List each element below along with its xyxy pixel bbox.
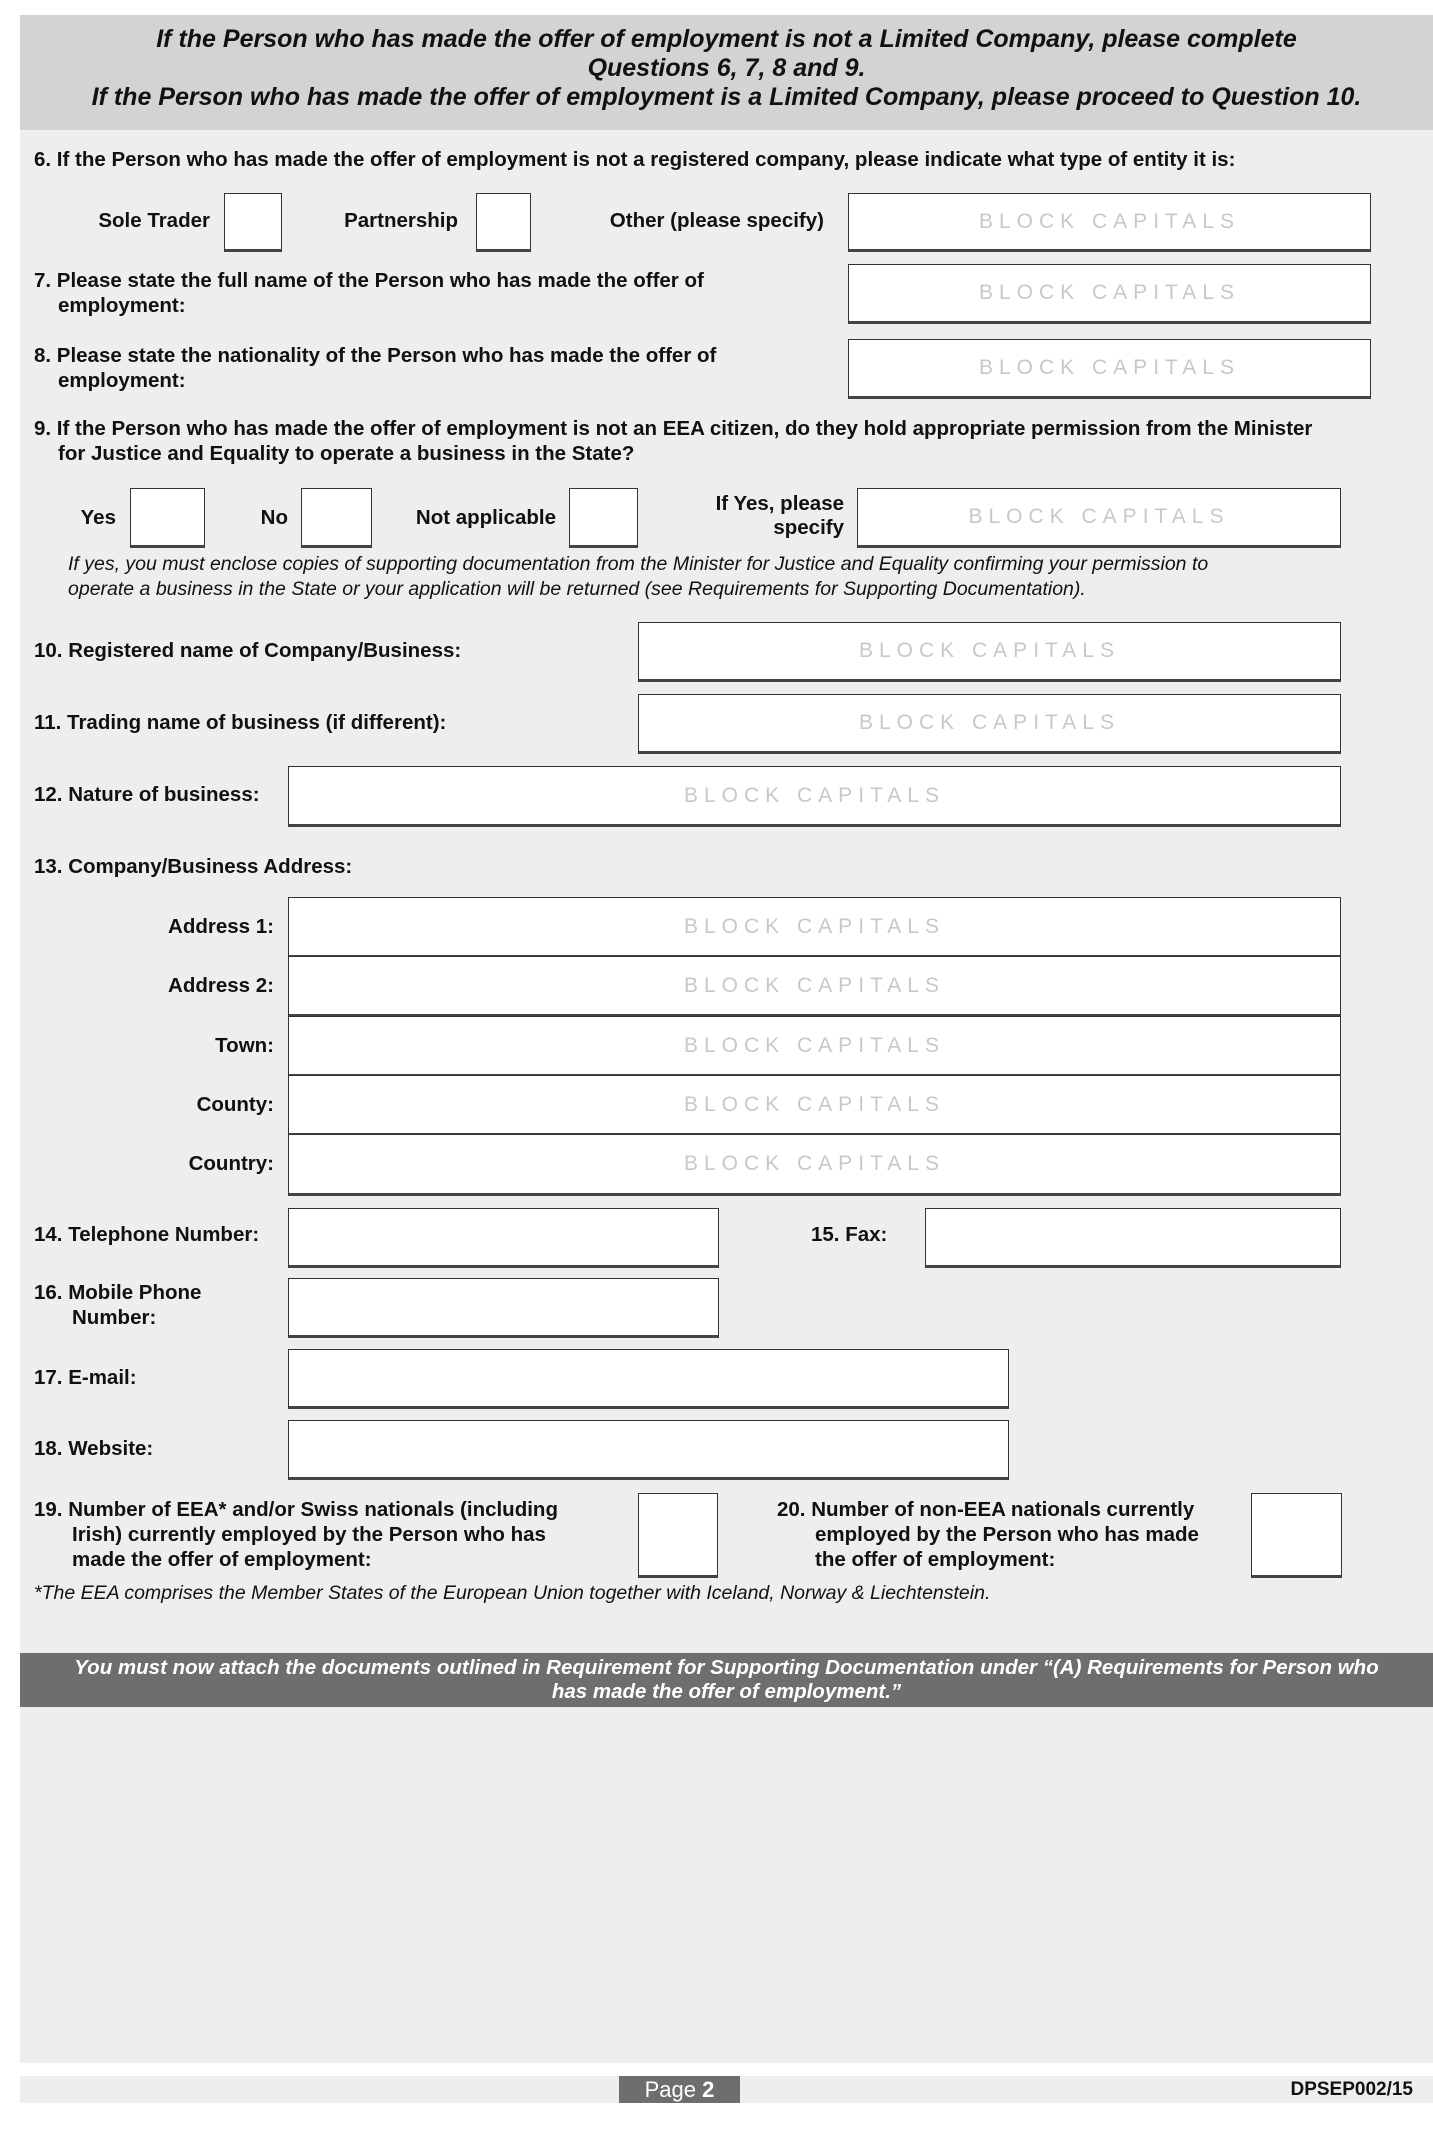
address-1-placeholder: BLOCK CAPITALS [683, 914, 945, 938]
instruction-line-3: If the Person who has made the offer of employment is a Limited Company, please proceed to Question 10. [91, 83, 1362, 111]
question-18-label: 18. Website: [34, 1437, 154, 1460]
question-8-text [34, 343, 716, 393]
instruction-line-1: If the Person who has made the offer of employment is not a Limited Company, please complete [156, 25, 1297, 53]
question-19-line-2: Irish) currently employed by the Person who has [72, 1523, 546, 1546]
if-yes-specify-line-1: If Yes, please [715, 492, 844, 515]
question-6-text: 6. If the Person who has made the offer of employment is not a registered company, please indicate what type of entity it is: [34, 148, 1236, 171]
town-placeholder: BLOCK CAPITALS [683, 1033, 945, 1057]
partnership-label: Partnership [344, 209, 458, 232]
page-label: Page [644, 2077, 696, 2102]
town-label: Town: [215, 1034, 274, 1057]
yes-label: Yes [80, 506, 116, 529]
nature-of-business-placeholder: BLOCK CAPITALS [683, 783, 945, 807]
banner-line-2: has made the offer of employment.” [551, 1680, 902, 1703]
permission-specify-input[interactable] [857, 488, 1341, 548]
if-yes-specify-label [670, 492, 844, 540]
question-10-label: 10. Registered name of Company/Business: [34, 639, 462, 662]
other-entity-placeholder: BLOCK CAPITALS [978, 209, 1240, 233]
question-9-text [34, 416, 1312, 466]
question-12-label: 12. Nature of business: [34, 783, 260, 806]
registered-name-input[interactable] [638, 622, 1341, 682]
question-9-line-2: for Justice and Equality to operate a business in the State? [58, 442, 635, 465]
telephone-input[interactable] [288, 1208, 719, 1268]
question-17-label: 17. E-mail: [34, 1366, 137, 1389]
nationality-placeholder: BLOCK CAPITALS [978, 356, 1240, 379]
town-input[interactable] [288, 1016, 1341, 1077]
eea-footnote: *The EEA comprises the Member States of the European Union together with Iceland, Norway & Liechtenstein. [34, 1582, 991, 1604]
question-13-label: 13. Company/Business Address: [34, 855, 353, 878]
banner-line-1: You must now attach the documents outlined in Requirement for Supporting Documentation under “(A) Requirements for Person who [74, 1656, 1379, 1679]
question-9-line-1: 9. If the Person who has made the offer of employment is not an EEA citizen, do they hold appropriate permission from the Minister [34, 417, 1313, 440]
website-input[interactable] [288, 1420, 1009, 1480]
permission-specify-placeholder: BLOCK CAPITALS [968, 505, 1230, 528]
instruction-line-2: Questions 6, 7, 8 and 9. [587, 54, 866, 82]
nationality-input[interactable] [848, 339, 1371, 399]
question-19-line-1: 19. Number of EEA* and/or Swiss nationals (including [34, 1498, 558, 1521]
sole-trader-label: Sole Trader [98, 209, 210, 232]
nature-of-business-input[interactable] [288, 766, 1341, 827]
permission-note-line-2: operate a business in the State or your application will be returned (see Requirements for Supporting Documentation). [68, 578, 1086, 600]
question-19-line-3: made the offer of employment: [72, 1548, 372, 1571]
instruction-header [20, 15, 1433, 130]
county-label: County: [196, 1093, 274, 1116]
not-applicable-checkbox[interactable] [569, 488, 638, 548]
sole-trader-checkbox[interactable] [224, 193, 282, 252]
trading-name-placeholder: BLOCK CAPITALS [858, 711, 1120, 734]
country-input[interactable] [288, 1134, 1341, 1196]
question-7-line-1: 7. Please state the full name of the Person who has made the offer of [34, 269, 704, 292]
question-7-line-2: employment: [58, 294, 186, 317]
question-16-label [34, 1280, 201, 1330]
email-input[interactable] [288, 1349, 1009, 1409]
other-entity-input[interactable] [848, 193, 1371, 252]
fax-input[interactable] [925, 1208, 1341, 1268]
other-label: Other (please specify) [609, 209, 824, 232]
full-name-placeholder: BLOCK CAPITALS [978, 281, 1240, 304]
address-2-input[interactable] [288, 956, 1341, 1017]
no-checkbox[interactable] [301, 488, 372, 548]
address-2-placeholder: BLOCK CAPITALS [683, 973, 945, 997]
trading-name-input[interactable] [638, 694, 1341, 754]
attach-documents-banner [20, 1653, 1433, 1707]
mobile-phone-input[interactable] [288, 1278, 719, 1338]
question-19-text [34, 1497, 558, 1572]
document-code: DPSEP002/15 [1290, 2079, 1413, 2100]
question-20-line-2: employed by the Person who has made [815, 1523, 1199, 1546]
question-14-label: 14. Telephone Number: [34, 1223, 260, 1246]
address-1-label: Address 1: [168, 915, 274, 938]
permission-note-line-1: If yes, you must enclose copies of supporting documentation from the Minister for Justice and Equality confirming your permission to [68, 553, 1209, 575]
question-11-label: 11. Trading name of business (if different): [34, 711, 447, 734]
registered-name-placeholder: BLOCK CAPITALS [858, 639, 1120, 662]
address-1-input[interactable] [288, 897, 1341, 958]
question-16-line-2: Number: [72, 1306, 157, 1329]
page-number: 2 [702, 2077, 715, 2102]
county-placeholder: BLOCK CAPITALS [683, 1092, 945, 1116]
no-label: No [260, 506, 288, 529]
permission-note [68, 552, 1208, 602]
question-8-line-2: employment: [58, 369, 186, 392]
question-16-line-1: 16. Mobile Phone [34, 1281, 202, 1304]
full-name-input[interactable] [848, 264, 1371, 324]
if-yes-specify-line-2: specify [773, 516, 844, 539]
not-applicable-label: Not applicable [415, 506, 556, 529]
question-15-label: 15. Fax: [811, 1223, 888, 1246]
non-eea-employees-count-input[interactable] [1251, 1493, 1342, 1578]
question-20-text [777, 1497, 1199, 1572]
question-20-line-1: 20. Number of non-EEA nationals currently [777, 1498, 1195, 1521]
county-input[interactable] [288, 1075, 1341, 1136]
question-7-text [34, 268, 704, 318]
question-8-line-1: 8. Please state the nationality of the Person who has made the offer of [34, 344, 717, 367]
eea-employees-count-input[interactable] [638, 1493, 718, 1578]
partnership-checkbox[interactable] [476, 193, 531, 252]
yes-checkbox[interactable] [130, 488, 205, 548]
page-number-badge [619, 2076, 740, 2103]
question-20-line-3: the offer of employment: [815, 1548, 1056, 1571]
address-2-label: Address 2: [168, 974, 274, 997]
country-placeholder: BLOCK CAPITALS [683, 1152, 945, 1175]
country-label: Country: [188, 1152, 274, 1175]
